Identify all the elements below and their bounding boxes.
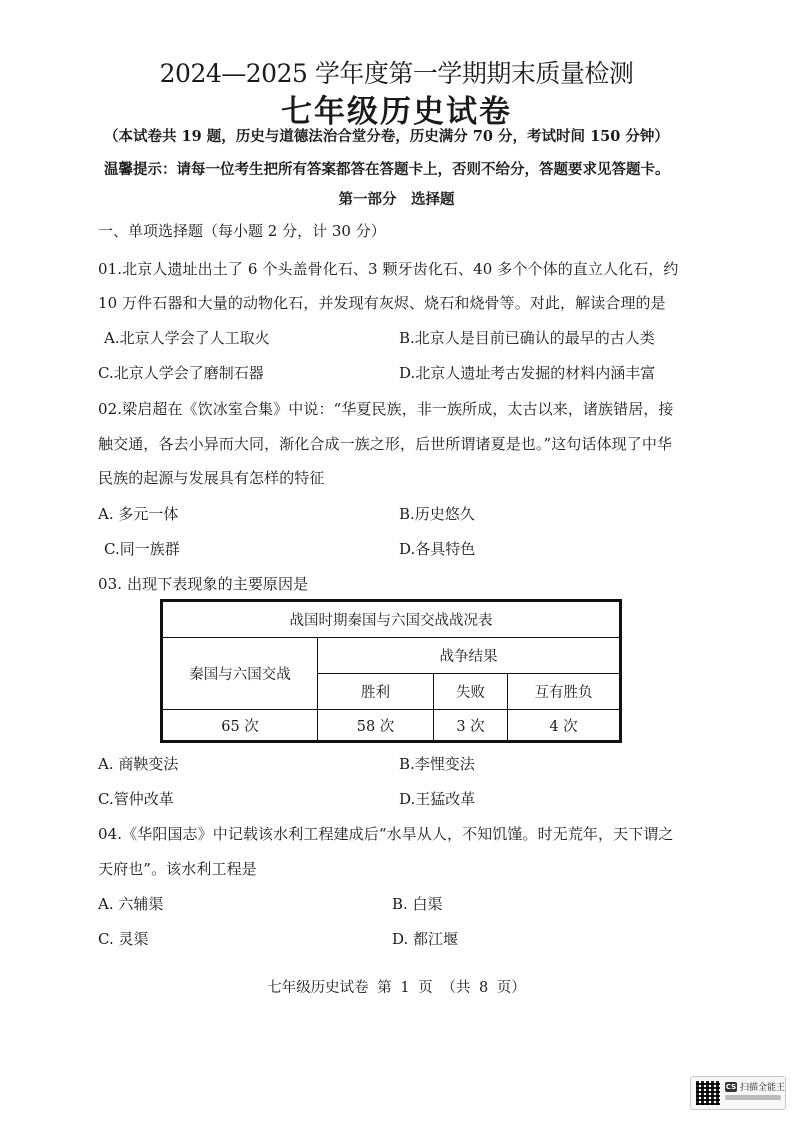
table-total-cell: 65 次 [163, 710, 318, 741]
page-footer: 七年级历史试卷 第 1 页 （共 8 页） [267, 980, 526, 996]
table-col-win: 胜利 [318, 674, 434, 710]
part-title: 第一部分 选择题 [338, 191, 455, 208]
question-1-option-b: B.北京人是目前已确认的最早的古人类 [399, 329, 655, 347]
question-2-line-3: 民族的起源与发展具有怎样的特征 [98, 469, 325, 487]
question-1-line-2: 10 万件石器和大量的动物化石，并发现有灰烬、烧石和烧骨等。对此，解读合理的是 [98, 294, 666, 312]
section-title: 一、单项选择题（每小题 2 分，计 30 分） [98, 222, 386, 240]
question-2-option-c: C.同一族群 [104, 540, 180, 558]
question-1-option-d: D.北京人遗址考古发掘的材料内涵丰富 [399, 364, 656, 382]
table-caption: 战国时期秦国与六国交战战况表 [163, 602, 620, 638]
exam-instructions: （本试卷共 19 题，历史与道德法治合堂分卷，历史满分 70 分，考试时间 150 分钟） [104, 128, 669, 145]
exam-period-title: 2024—2025 学年度第一学期期末质量检测 [159, 59, 634, 88]
question-1-option-c: C.北京人学会了磨制石器 [98, 364, 264, 382]
question-4-option-c: C. 灵渠 [98, 930, 149, 948]
question-4-line-1: 04.《华阳国志》中记载该水利工程建成后“水旱从人，不知饥馑。时无荒年，天下谓之 [98, 825, 674, 843]
question-3-option-b: B.李悝变法 [399, 755, 475, 773]
table-loss-cell: 3 次 [434, 710, 508, 741]
question-3-option-c: C.管仲改革 [98, 790, 174, 808]
question-2-option-a: A. 多元一体 [98, 505, 179, 523]
question-4-option-b: B. 白渠 [392, 895, 443, 913]
question-2-line-2: 触交通，各去小异而大同，渐化合成一族之形，后世所谓诸夏是也。”这句话体现了中华 [98, 435, 673, 453]
question-4-option-a: A. 六辅渠 [98, 895, 164, 913]
table-draw-cell: 4 次 [508, 710, 620, 741]
table-row-header: 秦国与六国交战 [163, 638, 318, 710]
qr-code-icon [696, 1081, 720, 1105]
question-4-option-d: D. 都江堰 [392, 930, 459, 948]
question-2-option-b: B.历史悠久 [399, 505, 475, 523]
question-2-option-d: D.各具特色 [399, 540, 476, 558]
exam-subject-title: 七年级历史试卷 [281, 94, 512, 130]
scanner-app-name: 扫描全能王 [740, 1083, 786, 1093]
table-group-header: 战争结果 [318, 638, 620, 674]
table-col-loss: 失败 [434, 674, 508, 710]
question-3-stem: 03. 出现下表现象的主要原因是 [98, 575, 309, 593]
question-3-option-a: A. 商鞅变法 [98, 755, 179, 773]
scanner-subtext [725, 1095, 781, 1100]
scanner-watermark [690, 1076, 786, 1110]
question-4-line-2: 天府也”。该水利工程是 [98, 860, 257, 878]
question-1-option-a: A.北京人学会了人工取火 [104, 329, 270, 347]
question-3-option-d: D.王猛改革 [399, 790, 476, 808]
table-win-cell: 58 次 [318, 710, 434, 741]
table-col-draw: 互有胜负 [508, 674, 620, 710]
question-1-line-1: 01.北京人遗址出土了 6 个头盖骨化石、3 颗牙齿化石、40 多个个体的直立人化石，约 [98, 260, 679, 278]
camscanner-logo-icon: CS [725, 1083, 737, 1091]
war-results-table [160, 599, 622, 743]
question-2-line-1: 02.梁启超在《饮冰室合集》中说：“华夏民族，非一族所成，太古以来，诸族错居，接 [98, 400, 674, 418]
warm-tip: 温馨提示：请每一位考生把所有答案都答在答题卡上，否则不给分，答题要求见答题卡。 [104, 161, 670, 178]
